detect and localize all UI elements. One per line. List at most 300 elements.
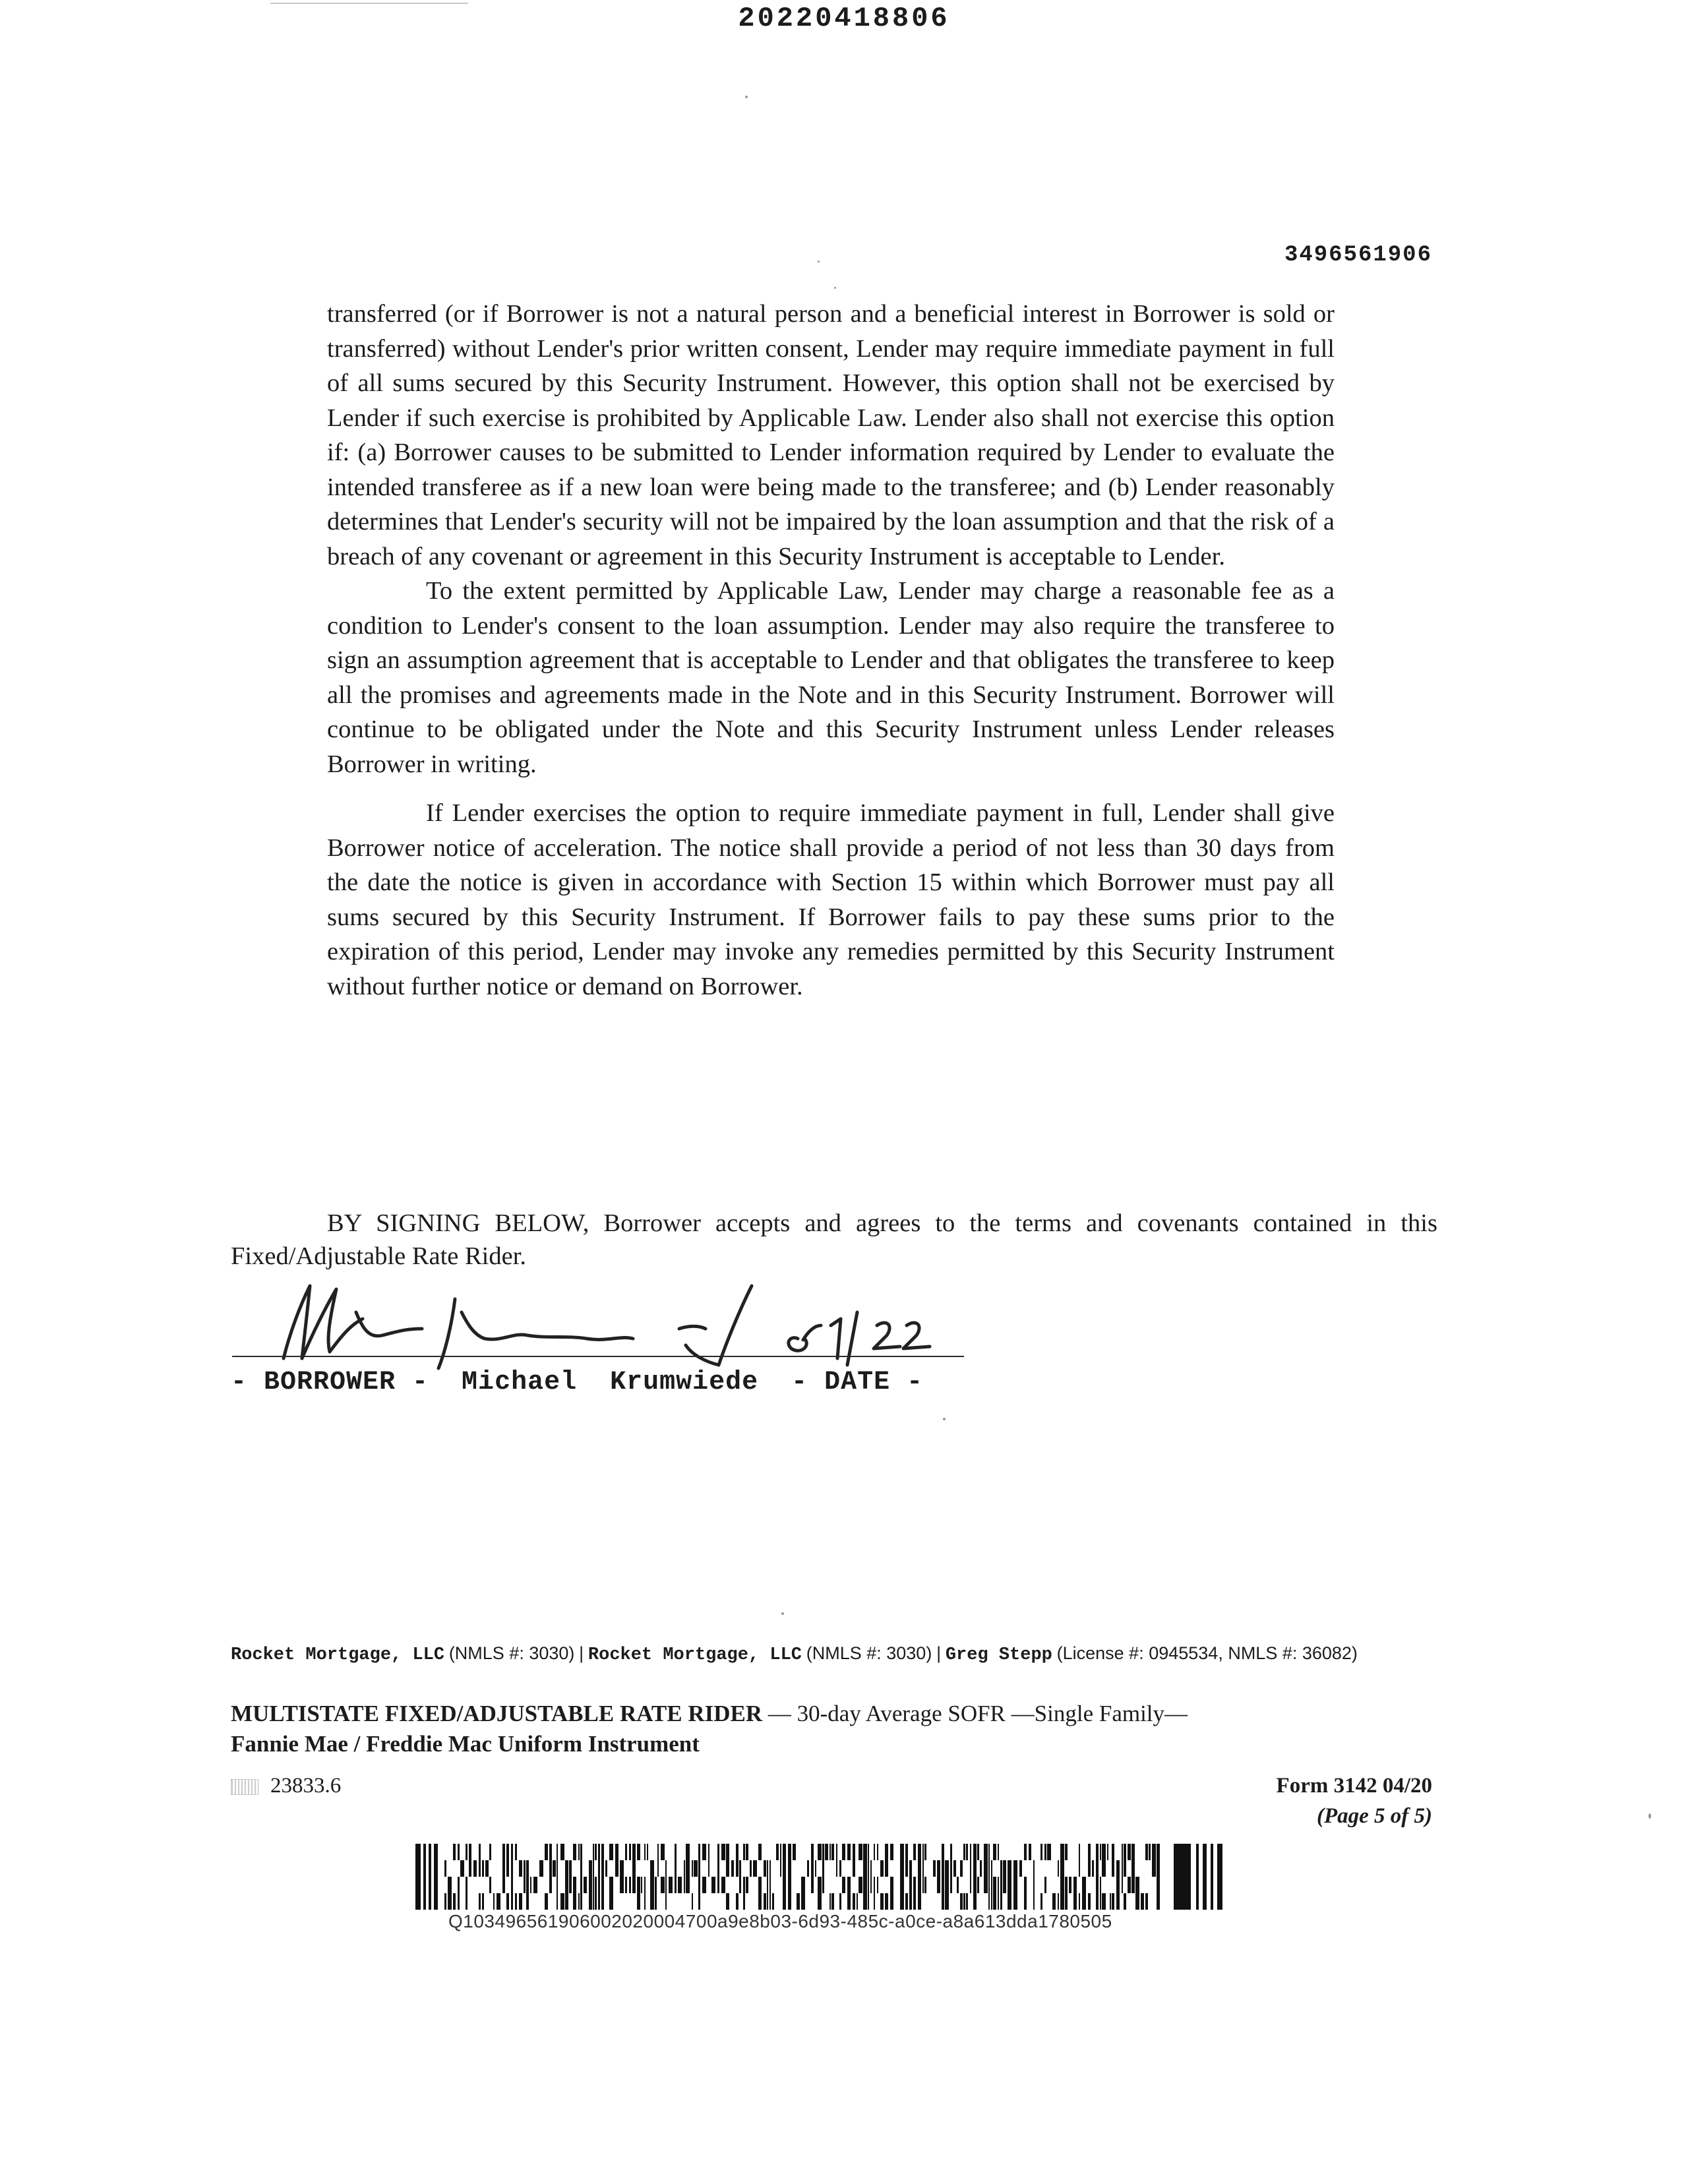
barcode-bar	[675, 1844, 677, 1860]
barcode-bar	[847, 1844, 851, 1860]
signing-statement	[231, 1207, 1437, 1273]
barcode-bar	[984, 1844, 988, 1860]
paragraph-transfer-continued: transferred (or if Borrower is not a natural person and a beneficial interest in Borrower is sold or transferred) without Lender's prior written consent, Lender may require immediate payment in full of all sums secured by this Security Instrument. However, this option shall not be exercised by Lender if such exercise is prohibited by Applicable Law. Lender also shall not exercise this option if: (a) Borrower causes to be submitted to Lender information required by Lender to evaluate the intended transferee as if a new loan were being made to the transferee; and (b) Lender reasonably determines that Lender's security will not be impaired by the loan assumption and that the risk of a breach of any covenant or agreement in this Security Instrument is acceptable to Lender.	[327, 300, 1335, 570]
barcode-bar	[717, 1860, 719, 1877]
barcode-bar	[847, 1877, 851, 1893]
barcode-bar	[825, 1844, 828, 1860]
barcode-bar	[650, 1893, 654, 1910]
barcode-bar	[1033, 1860, 1035, 1877]
paragraph-acceleration-notice: If Lender exercises the option to require immediate payment in full, Lender shall give Borrower notice of acceleration. The notice shall provide a period of not less than 30 days from the date the notice is given in accordance with Section 15 within which Borrower must pay all sums secured by this Security Instrument. If Borrower fails to pay these sums prior to the expiration of this period, Lender may invoke any remedies permitted by this Security Instrument without further notice or demand on Borrower.	[327, 799, 1335, 1000]
barcode-bar	[580, 1844, 582, 1860]
barcode-bar	[758, 1844, 762, 1860]
barcode-bar	[922, 1844, 924, 1860]
barcode-bar	[900, 1860, 904, 1877]
barcode-bar	[469, 1860, 471, 1877]
barcode-bar	[1112, 1844, 1114, 1860]
barcode-bar	[839, 1860, 841, 1877]
barcode-bar	[655, 1877, 657, 1893]
barcode-bar	[453, 1893, 456, 1910]
barcode-bar	[434, 1844, 438, 1910]
barcode-bar	[769, 1893, 771, 1910]
barcode-bar	[758, 1893, 762, 1910]
barcode-bar	[885, 1893, 888, 1910]
barcode-bar	[489, 1877, 491, 1893]
barcode-bar	[686, 1877, 690, 1893]
barcode-bar	[783, 1893, 786, 1910]
barcode-bar	[788, 1844, 791, 1860]
barcode-bar	[598, 1860, 600, 1877]
barcode-bar	[1024, 1893, 1027, 1910]
barcode-bar	[1145, 1844, 1148, 1860]
barcode-bar	[945, 1893, 949, 1910]
barcode-bar	[918, 1877, 921, 1893]
barcode-bar	[497, 1893, 500, 1910]
barcode-bar	[764, 1893, 766, 1910]
barcode-bar	[1000, 1860, 1002, 1877]
barcode-bar	[811, 1877, 814, 1893]
barcode-bar	[526, 1877, 529, 1893]
barcode-bar	[1044, 1877, 1046, 1893]
barcode-bar	[1217, 1844, 1222, 1910]
barcode-bar	[502, 1844, 505, 1860]
barcode-bar	[1157, 1844, 1160, 1860]
barcode-bar	[726, 1860, 729, 1877]
barcode-bar	[453, 1844, 456, 1860]
barcode-bar	[1112, 1860, 1114, 1877]
barcode-bar	[836, 1844, 837, 1860]
barcode-bar	[482, 1860, 484, 1877]
barcode-bar	[637, 1877, 640, 1893]
barcode-bar	[1157, 1893, 1160, 1910]
barcode-bar	[807, 1860, 809, 1877]
barcode-bar	[601, 1844, 604, 1860]
barcode-bar	[565, 1893, 568, 1910]
barcode-bar	[918, 1893, 921, 1910]
barcode-bar	[1135, 1893, 1139, 1910]
barcode-bar	[615, 1860, 618, 1877]
barcode-bar	[900, 1893, 904, 1910]
barcode-bar	[847, 1893, 851, 1910]
barcode-bar	[625, 1877, 627, 1893]
barcode-bar	[557, 1893, 558, 1910]
barcode-bar	[644, 1893, 646, 1910]
barcode-bar	[977, 1877, 979, 1893]
barcode-bar	[515, 1844, 517, 1860]
barcode-bar	[913, 1877, 916, 1893]
barcode-bar	[973, 1893, 977, 1910]
barcode-bar	[890, 1893, 893, 1910]
barcode-bar	[1149, 1844, 1151, 1860]
lender-nmls: (NMLS #: 3030)	[448, 1643, 575, 1663]
barcode-bar	[595, 1844, 597, 1860]
barcode-bar	[963, 1844, 965, 1860]
barcode-bar	[466, 1844, 467, 1860]
barcode-bar	[665, 1860, 667, 1877]
barcode-bar	[868, 1860, 869, 1877]
barcode-bar	[811, 1860, 814, 1877]
barcode-bar	[1040, 1893, 1042, 1910]
barcode-bar	[863, 1860, 867, 1877]
barcode-bar	[506, 1893, 509, 1910]
barcode-bar	[970, 1877, 971, 1893]
barcode-bar	[1122, 1877, 1123, 1893]
barcode-bar	[739, 1860, 741, 1877]
barcode-bar	[511, 1893, 513, 1910]
barcode-bar	[1047, 1844, 1051, 1860]
barcode-bar	[595, 1877, 597, 1893]
barcode-bar	[998, 1893, 999, 1910]
barcode-bar	[698, 1844, 700, 1860]
barcode-bar	[842, 1844, 845, 1860]
barcode-bar	[839, 1893, 841, 1910]
barcode-bar	[818, 1844, 822, 1860]
barcode-bar	[924, 1844, 926, 1860]
barcode-bar	[684, 1877, 685, 1893]
barcode-bar	[998, 1844, 999, 1860]
barcode-bar	[1135, 1877, 1139, 1893]
barcode-bar	[874, 1893, 875, 1910]
barcode-bar	[650, 1860, 654, 1877]
scan-speck	[818, 260, 820, 262]
rider-body	[327, 297, 1335, 1004]
barcode-bar	[444, 1893, 446, 1910]
barcode-bar	[859, 1844, 862, 1860]
barcode-bar	[569, 1877, 572, 1893]
barcode-bar	[625, 1844, 627, 1860]
barcode-bar	[1060, 1877, 1064, 1893]
barcode-bar	[493, 1893, 495, 1910]
barcode-bar	[620, 1860, 624, 1877]
barcode-bar	[479, 1844, 481, 1860]
barcode-bar	[1000, 1893, 1002, 1910]
barcode-bar	[580, 1893, 582, 1910]
barcode-bar	[557, 1877, 558, 1893]
barcode-bar	[580, 1877, 582, 1893]
barcode-bar	[526, 1893, 529, 1910]
barcode-bar	[1096, 1893, 1099, 1910]
barcode-bar	[1128, 1877, 1131, 1893]
barcode-bar	[632, 1844, 636, 1860]
barcode-bar	[637, 1893, 640, 1910]
barcode-bar	[950, 1877, 952, 1893]
barcode-bar	[1131, 1860, 1135, 1877]
barcode-bar	[1174, 1844, 1191, 1910]
barcode-bar	[746, 1877, 748, 1893]
form-number: Form 3142 04/20	[1276, 1774, 1432, 1798]
barcode-bar	[1124, 1844, 1126, 1860]
barcode-bar	[977, 1844, 979, 1860]
barcode-bar	[942, 1860, 944, 1877]
barcode-bar	[815, 1860, 816, 1877]
barcode-bar	[960, 1860, 963, 1877]
barcode-bar	[482, 1893, 484, 1910]
barcode-bar	[988, 1893, 990, 1910]
barcode-bar	[984, 1860, 988, 1877]
barcode-bar	[1196, 1844, 1199, 1910]
barcode-bar	[1000, 1877, 1002, 1893]
barcode-bar	[502, 1860, 505, 1877]
barcode-bar	[578, 1893, 580, 1910]
barcode-bar	[702, 1844, 706, 1860]
barcode-bar	[885, 1860, 888, 1877]
barcode-bar	[1073, 1893, 1077, 1910]
barcode-bar	[753, 1860, 757, 1877]
barcode-bar	[560, 1893, 564, 1910]
barcode-bar	[593, 1860, 594, 1877]
barcode-bar	[991, 1877, 992, 1893]
barcode-bar	[836, 1860, 837, 1877]
barcode-bar	[746, 1844, 748, 1860]
barcode-bar	[993, 1877, 996, 1893]
barcode-bar	[506, 1860, 509, 1877]
barcode-bar	[769, 1860, 771, 1877]
barcode-bar	[822, 1844, 824, 1860]
barcode-bar	[945, 1860, 949, 1877]
scan-speck	[834, 287, 836, 289]
form-subtitle: Fannie Mae / Freddie Mac Uniform Instrument	[231, 1731, 700, 1757]
barcode-bar	[466, 1893, 467, 1910]
barcode-bar	[511, 1860, 513, 1877]
barcode-bar	[423, 1844, 426, 1910]
barcode-bar	[620, 1877, 624, 1893]
barcode-bar	[469, 1844, 471, 1860]
barcode-bar	[605, 1860, 607, 1877]
barcode-bar	[880, 1893, 884, 1910]
barcode-bar	[609, 1893, 613, 1910]
scan-edge-mark	[270, 3, 468, 4]
barcode-bar	[769, 1877, 771, 1893]
barcode-bar	[686, 1860, 690, 1877]
barcode-bar	[988, 1844, 990, 1860]
barcode-bar	[1100, 1844, 1101, 1860]
barcode-bar	[524, 1877, 526, 1893]
barcode-bar	[953, 1860, 956, 1877]
barcode-bar	[1092, 1860, 1094, 1877]
barcode-bar	[694, 1860, 698, 1877]
barcode-bar	[569, 1860, 572, 1877]
barcode-bar	[1157, 1860, 1160, 1877]
barcode-bar	[601, 1893, 604, 1910]
barcode-bar	[589, 1893, 592, 1910]
barcode-bar	[1073, 1877, 1077, 1893]
barcode-bar	[900, 1844, 904, 1860]
barcode-bar	[870, 1860, 872, 1877]
barcode-bar	[874, 1877, 875, 1893]
barcode-bar	[1124, 1860, 1126, 1877]
barcode-bar	[1065, 1844, 1068, 1860]
barcode-bar	[877, 1877, 878, 1893]
barcode-bar	[698, 1893, 700, 1910]
barcode-bar	[615, 1844, 618, 1860]
barcode-bar	[1058, 1860, 1059, 1877]
barcode-bar	[448, 1877, 452, 1893]
barcode-bar	[913, 1893, 916, 1910]
barcode-bar	[1060, 1860, 1064, 1877]
barcode-bar	[853, 1844, 855, 1860]
barcode-bar	[1211, 1844, 1213, 1910]
barcode-bar	[1122, 1860, 1123, 1877]
barcode-bar	[711, 1877, 715, 1893]
document-id	[231, 1774, 341, 1798]
barcode-bar	[767, 1860, 768, 1877]
barcode-bar	[539, 1860, 543, 1877]
barcode-bar	[1116, 1860, 1120, 1877]
barcode-bar	[900, 1877, 904, 1893]
signature-line	[232, 1356, 964, 1357]
barcode-bar	[609, 1844, 613, 1860]
barcode-bar	[970, 1860, 971, 1877]
barcode-bar	[506, 1844, 509, 1860]
barcode-bar	[444, 1860, 446, 1877]
barcode-bar	[692, 1860, 693, 1877]
form-title-index: — 30-day Average SOFR —Single Family—	[762, 1701, 1188, 1726]
barcode-bar	[857, 1893, 858, 1910]
barcode-bar	[988, 1877, 990, 1893]
document-id-value: 23833.6	[270, 1774, 342, 1798]
barcode-bar	[1096, 1844, 1099, 1860]
barcode-bar	[502, 1877, 505, 1893]
barcode-bar	[708, 1860, 709, 1877]
barcode-bar	[473, 1860, 477, 1877]
barcode-bar	[629, 1877, 631, 1893]
barcode-bar	[991, 1860, 992, 1877]
barcode-bar	[726, 1893, 729, 1910]
barcode-bar	[801, 1877, 805, 1893]
barcode-bar	[868, 1877, 869, 1893]
barcode-bar	[859, 1877, 862, 1893]
lender-separator-2: |	[936, 1643, 942, 1663]
barcode-bar	[963, 1893, 965, 1910]
barcode-bar	[905, 1893, 908, 1910]
barcode-bar	[629, 1844, 631, 1860]
barcode-bar	[717, 1844, 719, 1860]
barcode-bar	[905, 1844, 908, 1860]
barcode-bar	[822, 1860, 824, 1877]
barcode-bar	[684, 1860, 685, 1877]
barcode-bar	[788, 1893, 791, 1910]
barcode-bar	[822, 1877, 824, 1893]
barcode-bar	[647, 1844, 648, 1860]
barcode-bar	[1100, 1877, 1101, 1893]
barcode-bar	[1102, 1844, 1106, 1860]
barcode-bar	[573, 1893, 576, 1910]
barcode-bar	[863, 1877, 867, 1893]
barcode-bar	[1122, 1844, 1123, 1860]
barcode-bar	[593, 1893, 594, 1910]
barcode-bar	[637, 1844, 640, 1860]
barcode-bar	[458, 1893, 460, 1910]
form-title	[231, 1699, 1404, 1759]
barcode-bar	[913, 1844, 916, 1860]
page-number: (Page 5 of 5)	[1316, 1804, 1432, 1828]
barcode-bar	[818, 1877, 822, 1893]
barcode-bar	[1110, 1893, 1111, 1910]
barcode-bar	[721, 1844, 725, 1860]
barcode-bar	[1082, 1877, 1086, 1893]
lender-name: Rocket Mortgage, LLC	[231, 1645, 445, 1665]
barcode-bar	[829, 1893, 831, 1910]
barcode-bar	[1065, 1877, 1068, 1893]
barcode-bar	[595, 1893, 597, 1910]
barcode-bar	[1145, 1893, 1148, 1910]
barcode-bar	[776, 1844, 779, 1860]
barcode-bar	[641, 1877, 642, 1893]
barcode-bar	[1102, 1893, 1106, 1910]
barcode-bar	[458, 1844, 460, 1860]
barcode-bar	[1060, 1844, 1064, 1860]
barcode-bar	[549, 1860, 552, 1877]
barcode-bar	[1088, 1844, 1091, 1860]
barcode-bar	[560, 1844, 564, 1860]
barcode-bar	[942, 1877, 944, 1893]
barcode-bar	[526, 1860, 529, 1877]
barcode-bar	[692, 1893, 693, 1910]
barcode-bar	[650, 1877, 654, 1893]
barcode-bar	[1013, 1860, 1017, 1877]
barcode-bar	[736, 1893, 738, 1910]
barcode-bar	[1112, 1893, 1114, 1910]
barcode-bar	[1029, 1844, 1031, 1860]
scan-speck	[745, 96, 748, 98]
barcode-bar	[675, 1860, 677, 1877]
barcode-bar	[1096, 1877, 1099, 1893]
barcode-bar	[905, 1860, 908, 1877]
barcode-bar	[863, 1893, 867, 1910]
barcode-bar	[758, 1877, 762, 1893]
barcode-bar	[511, 1877, 513, 1893]
barcode-bar	[980, 1860, 982, 1877]
barcode-bar	[1152, 1860, 1156, 1877]
document-barcode	[415, 1844, 1240, 1910]
barcode-bar	[1124, 1893, 1126, 1910]
barcode-bar	[1008, 1877, 1011, 1893]
barcode-bar	[460, 1860, 464, 1877]
barcode-bar	[644, 1877, 646, 1893]
recording-number: 20220418806	[738, 3, 950, 34]
barcode-bar	[870, 1877, 872, 1893]
barcode-bar	[1088, 1893, 1091, 1910]
barcode-bar	[783, 1860, 786, 1877]
barcode-bar	[909, 1893, 912, 1910]
barcode-bar	[1107, 1844, 1108, 1860]
barcode-bar	[1003, 1877, 1006, 1893]
barcode-bar	[739, 1877, 741, 1893]
signing-statement-text: BY SIGNING BELOW, Borrower accepts and agrees to the terms and covenants contained in this Fixed/Adjustable Rate Rider.	[231, 1209, 1437, 1270]
barcode-bar	[593, 1844, 594, 1860]
borrower-name-line: - BORROWER - Michael Krumwiede - DATE -	[231, 1368, 924, 1397]
barcode-bar	[1013, 1877, 1017, 1893]
barcode-bar	[984, 1877, 988, 1893]
barcode-bar	[743, 1877, 745, 1893]
barcode-bar	[1116, 1877, 1120, 1893]
barcode-bar	[788, 1860, 791, 1877]
barcode-bar	[479, 1893, 481, 1910]
barcode-bar	[1079, 1860, 1080, 1877]
barcode-bar	[565, 1877, 568, 1893]
barcode-bar	[960, 1893, 963, 1910]
barcode-bar	[1102, 1860, 1106, 1877]
barcode-bar	[655, 1893, 657, 1910]
barcode-bar	[993, 1844, 996, 1860]
barcode-bar	[797, 1893, 800, 1910]
barcode-bar	[644, 1844, 646, 1860]
barcode-bar	[831, 1893, 834, 1910]
barcode-bar	[717, 1877, 719, 1893]
barcode-bar	[669, 1877, 673, 1893]
barcode-bar	[489, 1844, 491, 1860]
barcode-bar	[950, 1860, 952, 1877]
barcode-bar	[750, 1860, 752, 1877]
